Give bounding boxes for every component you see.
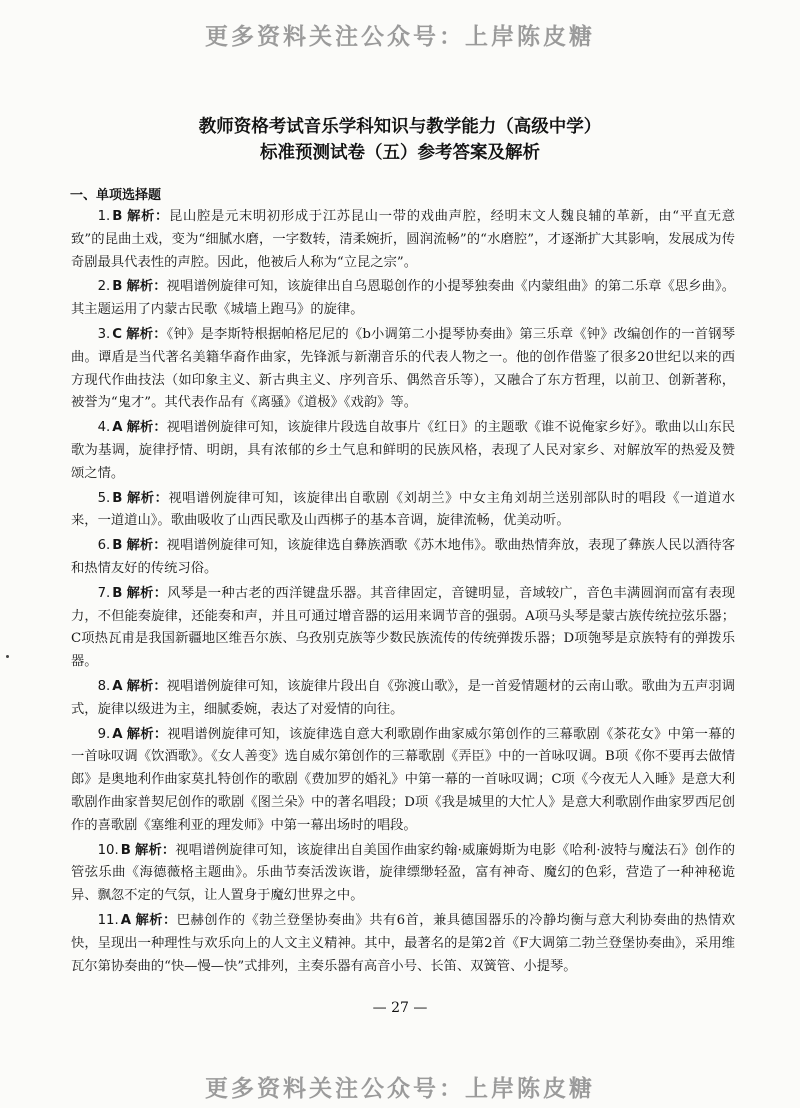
item-number: 7. xyxy=(97,585,111,601)
item-answer: B xyxy=(112,490,123,506)
answer-list xyxy=(71,206,735,980)
analysis-label: 解析： xyxy=(126,490,169,506)
document-header xyxy=(0,114,800,166)
item-number: 4. xyxy=(97,420,111,436)
document-subtitle: 标准预测试卷（五）参考答案及解析 xyxy=(260,143,540,163)
answer-item-4 xyxy=(71,417,735,485)
analysis-label: 解析： xyxy=(126,538,167,554)
item-answer: B xyxy=(112,279,123,295)
answer-item-3 xyxy=(71,324,735,415)
item-text: 视唱谱例旋律可知，该旋律片段选自故事片《红日》的主题歌《谁不说俺家乡好》。歌曲以山东民歌为基调，旋律抒情、明朗，具有浓郁的乡土气息和鲜明的民族风格，表现了人民对家乡、对解放军的热爱及赞颂之情。 xyxy=(71,420,735,481)
analysis-label: 解析： xyxy=(134,842,176,858)
answer-item-6 xyxy=(71,535,735,581)
item-answer: B xyxy=(112,585,123,601)
item-text: 昆山腔是元末明初形成于江苏昆山一带的戏曲声腔，经明末文人魏良辅的革新，由“平直无意致”的昆曲土戏，变为“细腻水磨，一字数转，清柔婉折，圆润流畅”的“水磨腔”，才逐渐扩大其影响，发展成为传奇剧最具代表性的声腔。因此，他被后人称为“立昆之宗”。 xyxy=(71,209,736,270)
item-text: 巴赫创作的《勃兰登堡协奏曲》共有6首，兼具德国器乐的冷静均衡与意大利协奏曲的热情欢快，呈现出一种理性与欢乐向上的人文主义精神。其中，最著名的是第2首《F大调第二勃兰登堡协奏曲》，采用维瓦尔第协奏曲的“快—慢—快”式排列，主奏乐器有高音小号、长笛、双簧管、小提琴。 xyxy=(71,912,735,974)
document-title: 教师资格考试音乐学科知识与教学能力（高级中学） xyxy=(198,117,602,137)
answer-item-11 xyxy=(71,910,735,978)
item-text: 视唱谱例旋律可知，该旋律出自乌恩聪创作的小提琴独奏曲《内蒙组曲》的第二乐章《思乡曲》。其主题运用了内蒙古民歌《城墙上跑马》的旋律。 xyxy=(71,279,735,318)
item-answer: C xyxy=(112,326,123,342)
scan-margin-dot xyxy=(6,655,9,658)
item-answer: A xyxy=(112,678,123,694)
analysis-label: 解析： xyxy=(126,678,167,694)
item-text: 视唱谱例旋律可知，该旋律选自意大利歌剧作曲家威尔第创作的三幕歌剧《茶花女》中第一幕的一首咏叹调《饮酒歌》。《女人善变》选自威尔第创作的三幕歌剧《弄臣》中的一首咏叹调。B项《你不要再去做情郎》是奥地利作曲家莫扎特创作的歌剧《费加罗的婚礼》中第一幕的一首咏叹调；C项《今夜无人入睡》是意大利歌剧作曲家普契尼创作的歌剧《图兰朵》中的著名唱段；D项《我是城里的大忙人》是意大利歌剧作曲家罗西尼创作的喜歌剧《塞维利亚的理发师》中第一幕出场时的唱段。 xyxy=(71,726,736,833)
item-text: 风琴是一种古老的西洋键盘乐器。其音律固定，音键明显，音域较广，音色丰满圆润而富有表现力，不但能奏旋律，还能奏和声，并且可通过增音器的运用来调节音的强弱。A项马头琴是蒙古族传统拉弦乐器；C项热瓦甫是我国新疆地区维吾尔族、乌孜别克族等少数民族流传的传统弹拨乐器；D项匏琴是京族特有的弹拨乐器。 xyxy=(71,585,736,670)
item-answer: B xyxy=(112,538,123,554)
section-title: 一、单项选择题 xyxy=(70,188,162,203)
item-text: 视唱谱例旋律可知，该旋律片段出自《弥渡山歌》，是一首爱情题材的云南山歌。歌曲为五声羽调式，旋律以级进为主，细腻委婉，表达了对爱情的向往。 xyxy=(71,678,735,717)
analysis-label: 解析： xyxy=(126,326,167,342)
answer-item-10 xyxy=(71,840,735,908)
answer-item-9 xyxy=(71,724,735,838)
analysis-label: 解析： xyxy=(126,726,168,742)
item-number: 10. xyxy=(97,842,119,858)
item-number: 8. xyxy=(97,678,111,694)
item-text: 视唱谱例旋律可知，该旋律选自彝族酒歌《苏木地伟》。歌曲热情奔放，表现了彝族人民以酒待客和热情友好的传统习俗。 xyxy=(71,538,735,576)
item-answer: B xyxy=(120,842,131,858)
item-text: 视唱谱例旋律可知，该旋律出自歌剧《刘胡兰》中女主角刘胡兰送别部队时的唱段《一道道水来，一道道山》。歌曲吸收了山西民歌及山西梆子的基本音调，旋律流畅，优美动听。 xyxy=(71,490,736,529)
analysis-label: 解析： xyxy=(126,420,167,436)
item-answer: B xyxy=(112,209,123,224)
analysis-label: 解析： xyxy=(126,279,167,295)
item-number: 6. xyxy=(97,538,111,554)
answer-item-1 xyxy=(71,206,735,274)
page-number: — 27 — xyxy=(372,1000,428,1016)
item-number: 1. xyxy=(97,209,111,224)
watermark-top: 更多资料关注公众号：上岸陈皮糖 xyxy=(205,24,595,50)
item-number: 9. xyxy=(97,726,111,742)
item-answer: A xyxy=(112,420,123,436)
answer-item-8 xyxy=(71,676,735,722)
analysis-label: 解析： xyxy=(126,585,168,601)
item-number: 3. xyxy=(97,326,111,342)
item-number: 5. xyxy=(97,490,111,506)
item-text: 视唱谱例旋律可知，该旋律出自美国作曲家约翰·威廉姆斯为电影《哈利·波特与魔法石》创作的管弦乐曲《海德薇格主题曲》。乐曲节奏活泼诙谐，旋律缥缈轻盈，富有神奇、魔幻的色彩，营造了一种神秘诡异、飘忽不定的气氛，让人置身于魔幻世界之中。 xyxy=(71,842,736,904)
item-number: 11. xyxy=(97,912,119,928)
analysis-label: 解析： xyxy=(126,209,170,224)
answer-item-5 xyxy=(71,488,735,534)
item-text: 《钟》是李斯特根据帕格尼尼的《b小调第二小提琴协奏曲》第三乐章《钟》改编创作的一首钢琴曲。谭盾是当代著名美籍华裔作曲家，先锋派与新潮音乐的代表人物之一。他的创作借鉴了很多20世纪以来的西方现代作曲技法（如印象主义、新古典主义、序列音乐、偶然音乐等），又融合了东方哲理，以前卫、创新著称，被誉为“鬼才”。其代表作品有《离骚》《道极》《戏韵》等。 xyxy=(71,326,735,411)
analysis-label: 解析： xyxy=(135,912,177,928)
answer-item-7 xyxy=(71,583,735,674)
answer-item-2 xyxy=(71,276,735,322)
item-number: 2. xyxy=(97,279,111,295)
item-answer: A xyxy=(120,912,132,928)
item-answer: A xyxy=(112,726,123,742)
watermark-bottom: 更多资料关注公众号：上岸陈皮糖 xyxy=(205,1076,595,1102)
